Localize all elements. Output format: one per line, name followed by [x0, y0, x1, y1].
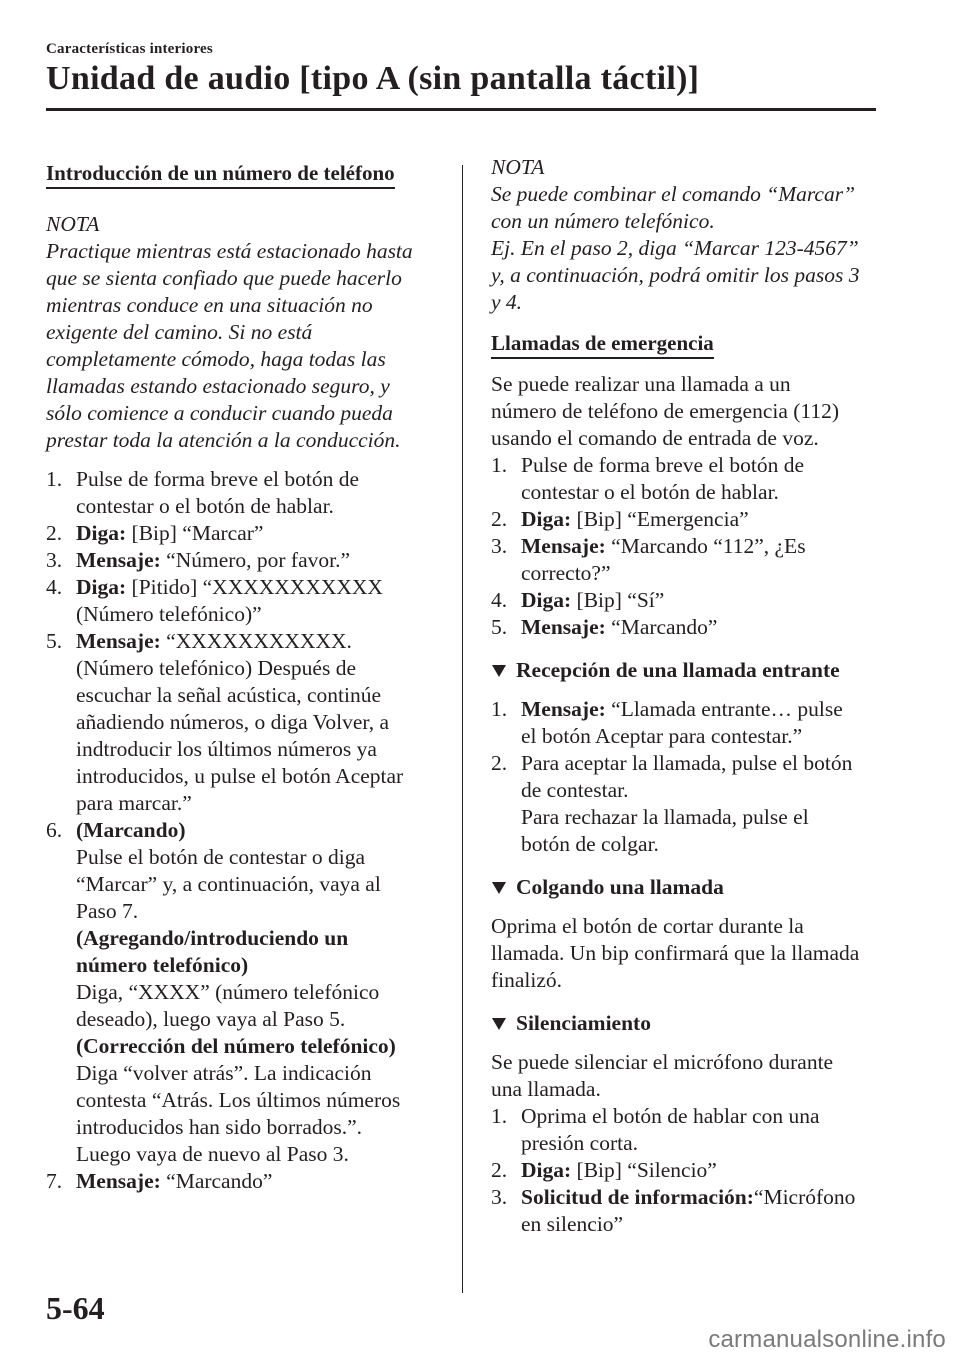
note-text: Practique mientras está estacionado hasta que se sienta confiado que puede hacerlo mientras conduce en una situación no exigente del camino. Si no está completamente cómodo, haga todas las llamadas estando estacionado seguro, y sólo comience a conducir cuando pueda prestar toda la atención a la conducción.: [46, 239, 413, 452]
list-item: 5. Mensaje: “XXXXXXXXXXX. (Número telefónico) Después de escuchar la señal acústica, continúe añadiendo números, o diga Volver, a indtroducir los últimos números ya introducidos, u pulse el botón Aceptar para marcar.”: [46, 629, 404, 815]
watermark: carmanualsonline.info: [708, 1326, 946, 1353]
triangle-down-icon: [492, 665, 506, 677]
list-item: 2. Diga: [Bip] “Emergencia”: [491, 507, 749, 531]
incoming-call-heading: Recepción de una llamada entrante: [491, 657, 877, 684]
hangup-text: Oprima el botón de cortar durante la llamada. Un bip confirmará que la llamada finalizó.: [491, 914, 860, 992]
list-item: 2. Diga: [Bip] “Silencio”: [491, 1158, 717, 1182]
triangle-down-icon: [492, 1018, 506, 1030]
mute-heading: Silenciamiento: [491, 1010, 877, 1037]
list-item: 4. Diga: [Bip] “Sí”: [491, 588, 665, 612]
note-label: NOTA: [491, 155, 545, 179]
list-item: 1. Oprima el botón de hablar con una presión corta.: [491, 1104, 820, 1155]
subsection-heading: Llamadas de emergencia: [491, 330, 714, 359]
mute-steps-list: [491, 1103, 877, 1238]
right-column: [491, 154, 877, 1238]
list-item: 1. Pulse de forma breve el botón de contestar o el botón de hablar.: [46, 467, 359, 518]
mute-intro: Se puede silenciar el micrófono durante una llamada.: [491, 1050, 834, 1101]
emergency-steps-list: [491, 452, 877, 641]
list-item: 4. Diga: [Pitido] “XXXXXXXXXXX (Número telefónico)”: [46, 575, 383, 626]
note-text: Se puede combinar el comando “Marcar” con un número telefónico. Ej. En el paso 2, diga “Marcar 123-4567” y, a continuación, podrá omitir los pasos 3 y 4.: [491, 182, 860, 314]
page-title: Unidad de audio [tipo A (sin pantalla táctil)]: [46, 60, 700, 97]
subsection-heading: Introducción de un número de teléfono: [46, 160, 395, 189]
list-item: 2. Para aceptar la llamada, pulse el botón de contestar. Para rechazar la llamada, pulse el botón de colgar.: [491, 751, 853, 856]
dial-steps-list: [46, 466, 432, 1195]
emergency-intro: Se puede realizar una llamada a un número de teléfono de emergencia (112) usando el comando de entrada de voz.: [491, 372, 840, 450]
note-label: NOTA: [46, 212, 100, 236]
hangup-heading: Colgando una llamada: [491, 874, 877, 901]
title-rule: [46, 108, 876, 111]
list-item: 2. Diga: [Bip] “Marcar”: [46, 521, 264, 545]
section-label: Características interiores: [46, 41, 213, 57]
column-divider: [462, 165, 463, 1293]
list-item: 6. (Marcando) Pulse el botón de contestar o diga “Marcar” y, a continuación, vaya al Paso 7. (Agregando/introduciendo un número telefónico) Diga, “XXXX” (número telefónico deseado), luego vaya al Paso 5. (Corrección del número telefónico) Diga “volver atrás”. La indicación contesta “Atrás. Los últimos números introducidos han sido borrados.”. Luego vaya de nuevo al Paso 3.: [46, 818, 401, 1166]
list-item: 1. Pulse de forma breve el botón de contestar o el botón de hablar.: [491, 453, 804, 504]
list-item: 7. Mensaje: “Marcando”: [46, 1169, 273, 1193]
incoming-steps-list: [491, 696, 877, 858]
left-column: [46, 160, 432, 1195]
page-number: 5-64: [46, 1290, 105, 1326]
list-item: 1. Mensaje: “Llamada entrante… pulse el botón Aceptar para contestar.”: [491, 697, 843, 748]
list-item: 3. Mensaje: “Número, por favor.”: [46, 548, 351, 572]
triangle-down-icon: [492, 882, 506, 894]
list-item: 3. Solicitud de información:“Micrófono en silencio”: [491, 1185, 856, 1236]
list-item: 5. Mensaje: “Marcando”: [491, 615, 718, 639]
list-item: 3. Mensaje: “Marcando “112”, ¿Es correcto?”: [491, 534, 806, 585]
